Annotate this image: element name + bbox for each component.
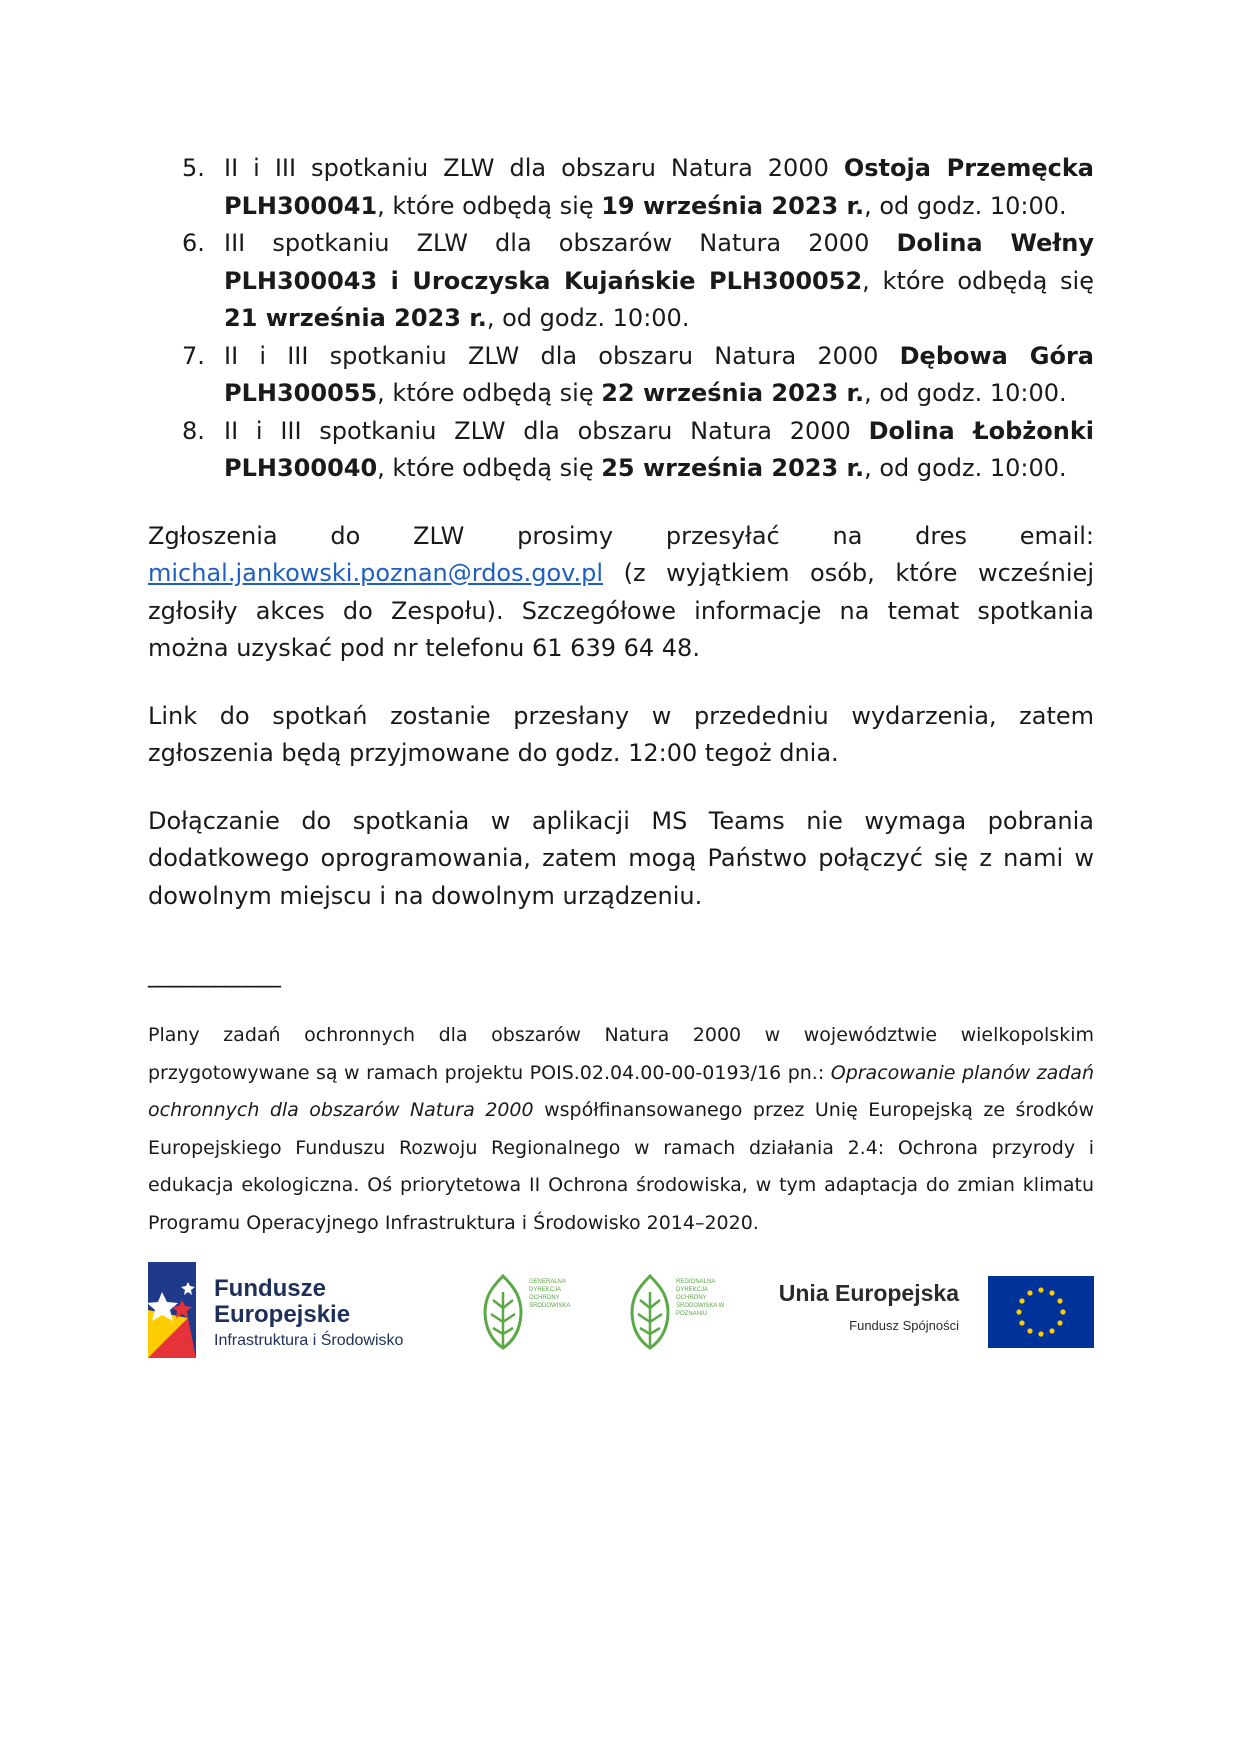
leaf-icon: [626, 1272, 674, 1352]
list-number: 6.: [182, 229, 205, 257]
gdos-label: GENERALNA DYREKCJA OCHRONY ŚRODOWISKA: [529, 1279, 571, 1309]
meeting-date: 22 września 2023 r.: [601, 379, 865, 407]
ue-subtitle: Fundusz Spójności: [849, 1318, 959, 1333]
fe-subtitle: Infrastruktura i Środowisko: [214, 1332, 404, 1349]
fe-title-line2: Europejskie: [214, 1301, 351, 1328]
eu-flag-icon: [988, 1276, 1094, 1348]
fe-stars-icon: [148, 1262, 208, 1358]
list-item: [148, 150, 1094, 225]
list-text: , które odbędą się: [377, 191, 602, 220]
list-number: 5.: [182, 154, 205, 182]
list-item: [148, 225, 1094, 338]
registration-paragraph: [148, 518, 1094, 668]
unia-europejska-logo: [774, 1276, 1094, 1356]
list-text: , od godz. 10:00.: [864, 454, 1067, 482]
meeting-date: 25 września 2023 r.: [601, 454, 865, 482]
rdos-logo: [626, 1272, 736, 1362]
registration-text: (z wyjątkiem osób, które wcześniej zgłosiły akces do Zespołu). Szczegółowe informacje na temat spotkania można uzyskać pod nr telefonu 61 639 64 48.: [148, 559, 1094, 662]
list-text: , od godz. 10:00.: [864, 191, 1067, 220]
list-number: 8.: [182, 416, 205, 445]
rdos-label: REGIONALNA DYREKCJA OCHRONY ŚRODOWISKA W POZNANIU: [676, 1279, 725, 1317]
teams-info-paragraph: Dołączanie do spotkania w aplikacji MS Teams nie wymaga pobrania dodatkowego oprogramowania, zatem mogą Państwo połączyć się z nami w dowolnym miejscu i na dowolnym urządzeniu.: [148, 806, 1094, 910]
area-name: Dolina Wełny PLH300043 i Uroczyska Kujańskie PLH300052: [224, 229, 1094, 295]
list-text: II i III spotkaniu ZLW dla obszaru Natura 2000: [224, 341, 900, 370]
list-text: , od godz. 10:00.: [486, 304, 690, 332]
list-text: , od godz. 10:00.: [864, 379, 1067, 407]
meeting-date: 19 września 2023 r.: [601, 191, 865, 220]
fe-title-line1: Fundusze: [214, 1275, 326, 1302]
email-link[interactable]: michal.jankowski.poznan@rdos.gov.pl: [148, 559, 604, 587]
fundusze-europejskie-logo: [148, 1262, 448, 1362]
link-info-paragraph: Link do spotkań zostanie przesłany w przededniu wydarzenia, zatem zgłoszenia będą przyjmowane do godz. 12:00 tegoż dnia.: [148, 701, 1094, 767]
meeting-date: 21 września 2023 r.: [224, 304, 487, 332]
list-item: [148, 413, 1094, 488]
list-text: , które odbędą się: [377, 454, 602, 482]
list-text: II i III spotkaniu ZLW dla obszaru Natura 2000: [224, 416, 869, 445]
area-name: Dębowa Góra PLH300055: [224, 341, 1095, 407]
list-item: [148, 338, 1094, 413]
list-text: , które odbędą się: [862, 266, 1094, 295]
leaf-icon: [479, 1272, 527, 1352]
meeting-list: [148, 150, 1094, 488]
footnote-separator: ____________: [148, 960, 280, 988]
project-title: Opracowanie planów zadań ochronnych dla obszarów Natura 2000: [148, 1061, 1094, 1121]
gdos-logo: [479, 1272, 589, 1362]
footnote-text: współfinansowanego przez Unię Europejską ze środków Europejskiego Funduszu Rozwoju Regionalnego w ramach działania 2.4: Ochrona przyrody i edukacja ekologiczna. Oś priorytetowa II Ochrona środowiska, w tym adaptacja do zmian klimatu Programu Operacyjnego Infrastruktura i Środowisko 2014–2020.: [148, 1099, 1094, 1234]
list-text: III spotkaniu ZLW dla obszarów Natura 2000: [224, 229, 897, 257]
area-name: Ostoja Przemęcka PLH300041: [224, 154, 1094, 220]
registration-text: Zgłoszenia do ZLW prosimy przesyłać na dres email:: [148, 521, 1094, 550]
ue-title: Unia Europejska: [778, 1280, 959, 1306]
list-text: , które odbędą się: [377, 379, 602, 407]
area-name: Dolina Łobżonki PLH300040: [224, 416, 1095, 482]
document-body: [148, 150, 1094, 1261]
list-number: 7.: [182, 341, 205, 370]
footnote: [148, 1017, 1094, 1242]
footnote-text: Plany zadań ochronnych dla obszarów Natura 2000 w województwie wielkopolskim przygotowywane są w ramach projektu POIS.02.04.00-00-0193/16 pn.:: [148, 1024, 1094, 1084]
logo-bar: [148, 1262, 1094, 1362]
list-text: II i III spotkaniu ZLW dla obszaru Natura 2000: [224, 154, 844, 182]
